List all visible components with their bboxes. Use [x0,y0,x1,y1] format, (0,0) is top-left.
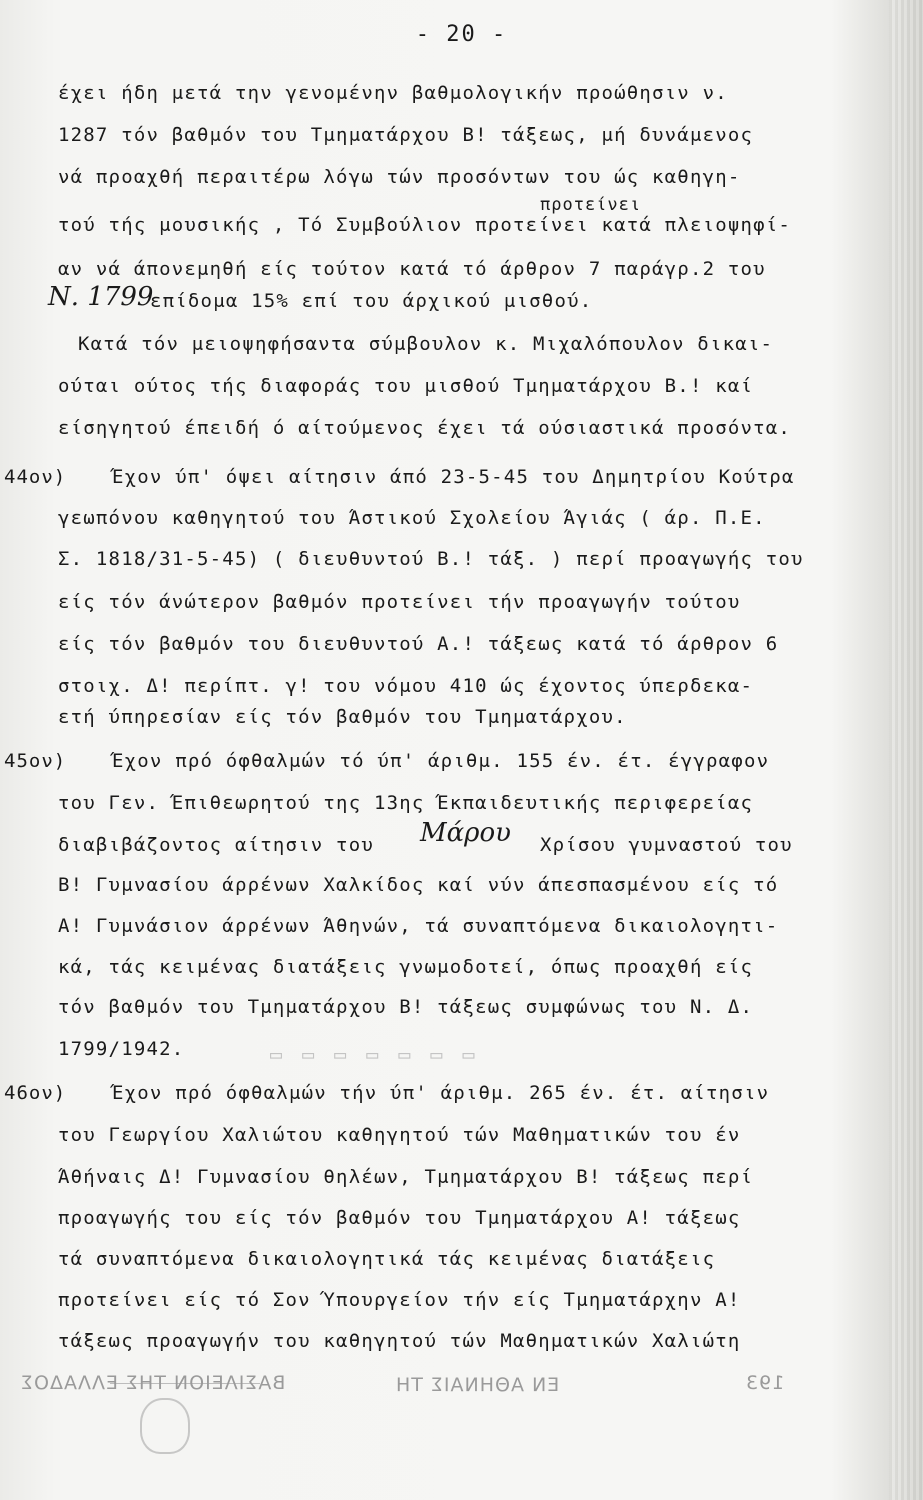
handwritten-name: Μάρου [420,818,511,848]
text-line: επίδομα 15% επί του άρχικού μισθού. [150,290,593,312]
handwritten-law: Ν. 1799 [48,282,154,312]
text-line: προαγωγής του είς τόν βαθμόν του Τμηματάρχου Α! τάξεως [58,1207,741,1229]
text-line: του Γεωργίου Χαλιώτου καθηγητού τών Μαθηματικών του έν [58,1124,741,1146]
text-line: είς τόν άνώτερον βαθμόν προτείνει τήν προαγωγήν τούτου [58,591,741,613]
text-line: γεωπόνου καθηγητού του Άστικού Σχολείου Άγιάς ( άρ. Π.Ε. [58,507,766,529]
text-line: Α! Γυμνάσιον άρρένων Άθηνών, τά συναπτόμενα δικαιολογητι- [58,915,779,937]
text-line: ετή ύπηρεσίαν είς τόν βαθμόν του Τμηματάρχου. [58,706,627,728]
text-line: διαβιβάζοντος αίτησιν του [58,834,374,856]
text-line: νά προαχθή περαιτέρω λόγω τών προσόντων του ώς καθηγη- [58,166,741,188]
page-number: - 20 - [415,22,508,47]
inserted-word: προτείνει [540,195,642,215]
text-line: Έχον πρό όφθαλμών τό ύπ' άριθμ. 155 έν. έτ. έγγραφον [112,750,770,772]
text-line: κά, τάς κειμένας διατάξεις γνωμοδοτεί, όπως προαχθή είς [58,956,754,978]
item-number: 45ον) [4,750,67,772]
footer-stamp-left: ΒΑΣΙΛΕΙΟΝ ΤΗΣ ΕΛΛΑΔΟΣ [20,1372,286,1394]
text-line: ούται ούτος τής διαφοράς του μισθού Τμηματάρχου Β.! καί [58,375,754,397]
text-line: 1799/1942. [58,1038,185,1060]
text-line: είς τόν βαθμόν του διευθυντού Α.! τάξεως κατά τό άρθρον 6 [58,633,779,655]
seal-emblem-icon [140,1398,190,1454]
text-line: τόν βαθμόν του Τμηματάρχου Β! τάξεως συμφώνως του Ν. Δ. [58,996,754,1018]
text-line: 1287 τόν βαθμόν του Τμηματάρχου Β! τάξεως, μή δυνάμενος [58,124,754,146]
text-line: τάξεως προαγωγήν του καθηγητού τών Μαθηματικών Χαλιώτη [58,1330,741,1352]
text-line: στοιχ. Δ! περίπτ. γ! του νόμου 410 ώς έχοντος ύπερδεκα- [58,675,754,697]
item-number: 46ον) [4,1082,67,1104]
text-line: Χρίσου γυμναστού του [540,834,793,856]
text-line: Κατά τόν μειοψηφήσαντα σύμβουλον κ. Μιχαλόπουλον δικαι- [78,333,774,355]
binding-edge [889,0,923,1500]
text-line: του Γεν. Έπιθεωρητού της 13ης Έκπαιδευτικής περιφερείας [58,792,754,814]
text-line: Έχον πρό όφθαλμών τήν ύπ' άριθμ. 265 έν. έτ. αίτησιν [112,1082,770,1104]
text-line: Β! Γυμνασίου άρρένων Χαλκίδος καί νύν άπεσπασμένου είς τό [58,874,779,896]
text-line: έχει ήδη μετά την γενομένην βαθμολογικήν προώθησιν ν. [58,82,728,104]
text-line: είσηγητού έπειδή ό αίτούμενος έχει τά ούσιαστικά προσόντα. [58,417,792,439]
text-line: αν νά άπονεμηθή είς τούτον κατά τό άρθρον 7 παράγρ.2 του [58,258,766,280]
footer-page-ref: 193 [745,1372,785,1394]
text-line: Σ. 1818/31-5-45) ( διευθυντού Β.! τάξ. ) περί προαγωγής του [58,548,804,570]
text-line: τά συναπτόμενα δικαιολογητικά τάς κειμένας διατάξεις [58,1248,716,1270]
footer-stamp-center: ΕΝ ΑΘΗΝΑΙΣ ΤΗ [395,1374,560,1396]
text-line: τού τής μουσικής , Τό Συμβούλιον προτείνει κατά πλειοψηφί- [58,214,792,236]
text-line: προτείνει είς τό Σον Ύπουργείον τήν είς Τμηματάρχην Α! [58,1289,741,1311]
text-line: Έχον ύπ' όψει αίτησιν άπό 23-5-45 του Δημητρίου Κούτρα [112,466,795,488]
text-line: Άθήναις Δ! Γυμνασίου θηλέων, Τμηματάρχου Β! τάξεως περί [58,1166,754,1188]
item-number: 44ον) [4,466,67,488]
show-through-text: ▭ ▭ ▭ ▭ ▭ ▭ ▭ [270,1042,479,1066]
